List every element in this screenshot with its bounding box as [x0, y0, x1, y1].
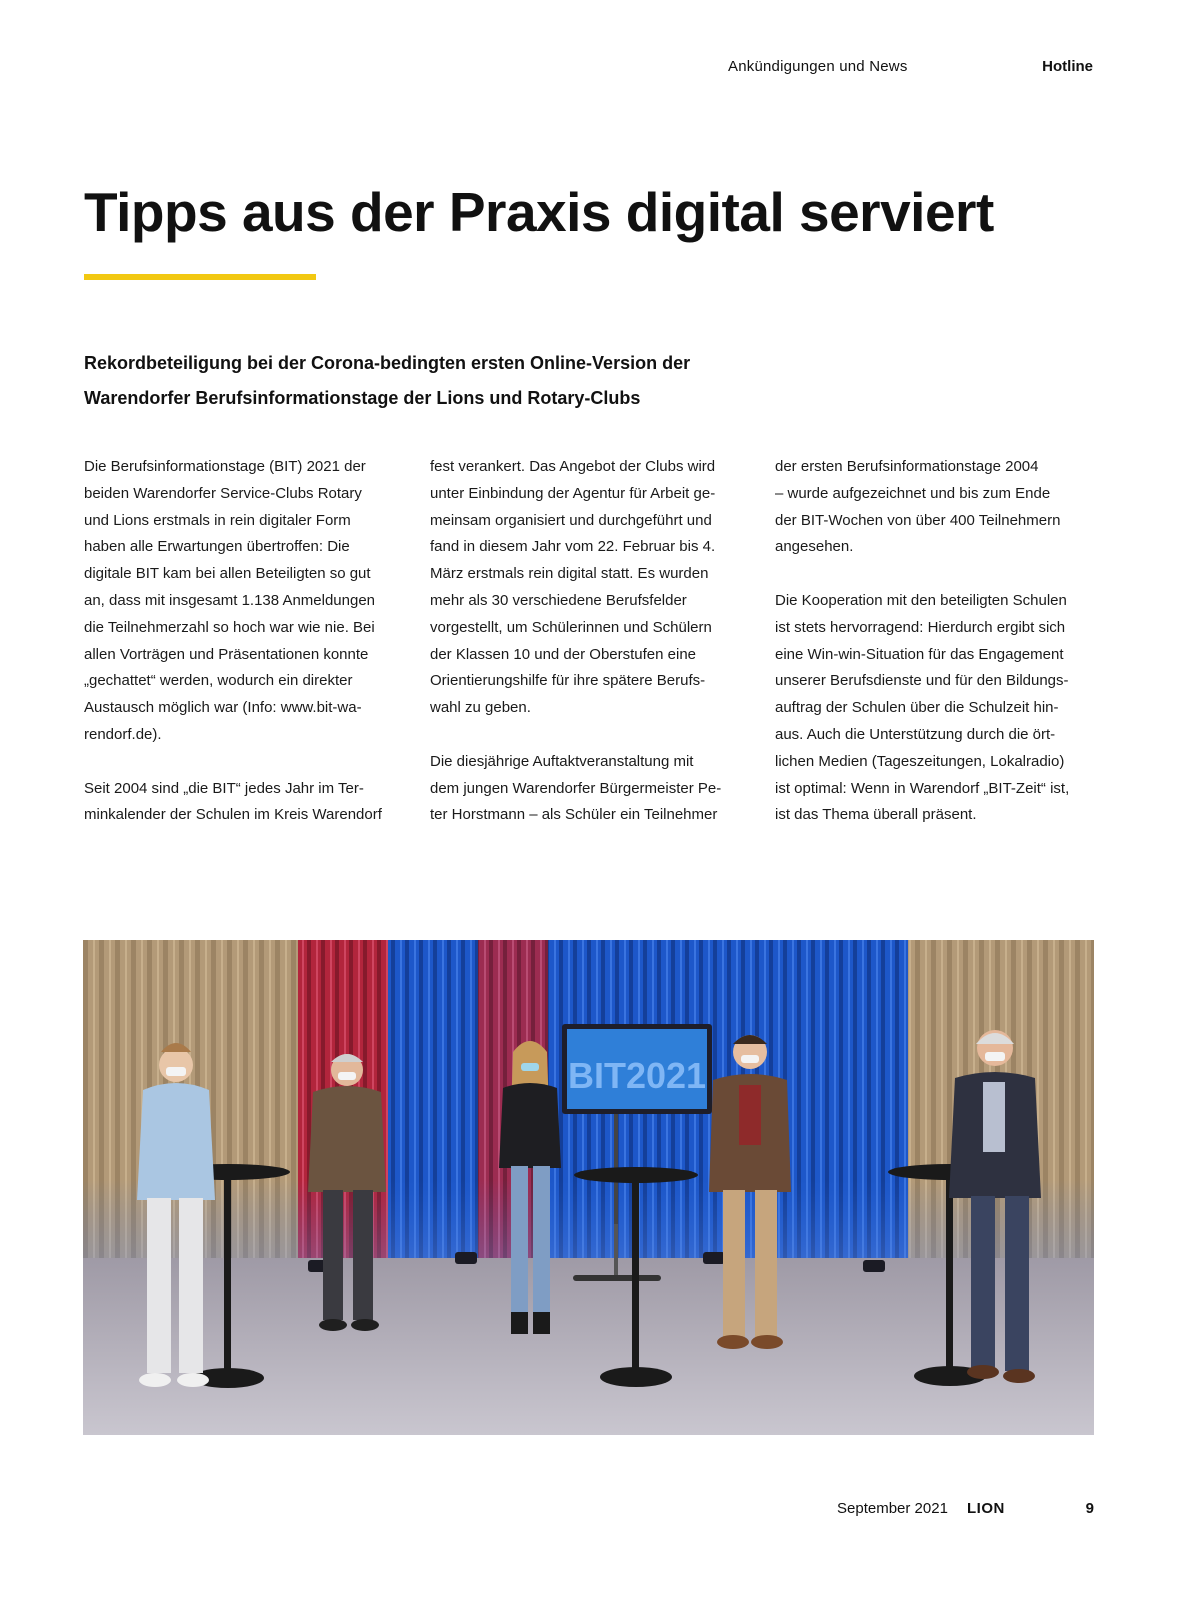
paragraph: Die Berufsinformationstage (BIT) 2021 der beiden Warendorfer Service-Clubs Rotary und Lions erstmals in rein digitaler Form haben alle Erwartungen übertroffen: Die digitale BIT kam bei allen Beteiligten so gut an, dass mit insgesamt 1.138 Anmeldungen die Teilnehmerzahl so hoch war wie nie. Bei allen Vorträgen und Präsentationen konnte „gechattet“ werden, wodurch ein direkter Austausch möglich war (Info: www.bit-wa- rendorf.de).	[84, 458, 376, 743]
paragraph: Die Kooperation mit den beteiligten Schulen ist stets hervorragend: Hierdurch ergibt sich eine Win-win-Situation für das Engagement unserer Berufsdienste und für den Bildungs- auftrag der Schulen über die Schulzeit hin- aus. Auch die Unterstützung durch die ört- lichen Medien (Tageszeitungen, Lokalradio) ist optimal: Wenn in Warendorf „BIT-Zeit“ ist, ist das Thema überall präsent.	[775, 591, 1070, 824]
article-subtitle: Rekordbeteiligung bei der Corona-bedingten ersten Online-Version der Warendorfer Berufsinformationstage der Lions und Rotary-Clubs	[84, 353, 691, 408]
paragraph: fest verankert. Das Angebot der Clubs wird unter Einbindung der Agentur für Arbeit ge- meinsam organisiert und durchgeführt und fand in diesem Jahr vom 22. Februar bis 4. März erstmals rein digital statt. Es wurden mehr als 30 verschiedene Berufsfelder vorgestellt, um Schülerinnen und Schülern der Klassen 10 und der Oberstufen eine Orientierungshilfe für ihre spätere Berufs- wahl zu geben.	[430, 458, 716, 717]
footer-date: September 2021	[837, 1500, 948, 1517]
paragraph: der ersten Berufsinformationstage 2004 – wurde aufgezeichnet und bis zum Ende der BIT-Wochen von über 400 Teilnehmern angesehen.	[775, 458, 1061, 556]
paragraph: Die diesjährige Auftaktveranstaltung mit dem jungen Warendorfer Bürgermeister Pe- ter Horstmann – als Schüler ein Teilnehmer	[430, 752, 722, 824]
title-accent-rule	[84, 274, 316, 280]
stage-floor	[83, 1258, 1094, 1435]
text-column-3	[775, 454, 1093, 856]
article-title: Tipps aus der Praxis digital serviert	[84, 181, 994, 243]
footer-brand: LION	[967, 1500, 1005, 1517]
page-number: 9	[1085, 1500, 1094, 1517]
article-photo	[83, 940, 1094, 1435]
paragraph: Seit 2004 sind „die BIT“ jedes Jahr im Ter- minkalender der Schulen im Kreis Warendorf	[84, 779, 382, 824]
text-column-1	[84, 454, 402, 856]
stage-background	[83, 940, 1094, 1435]
header-section-label: Ankündigungen und News	[728, 58, 908, 75]
text-column-2	[430, 454, 748, 856]
header-hotline-label: Hotline	[1042, 58, 1093, 75]
screen-text: BIT2021	[567, 1055, 707, 1096]
